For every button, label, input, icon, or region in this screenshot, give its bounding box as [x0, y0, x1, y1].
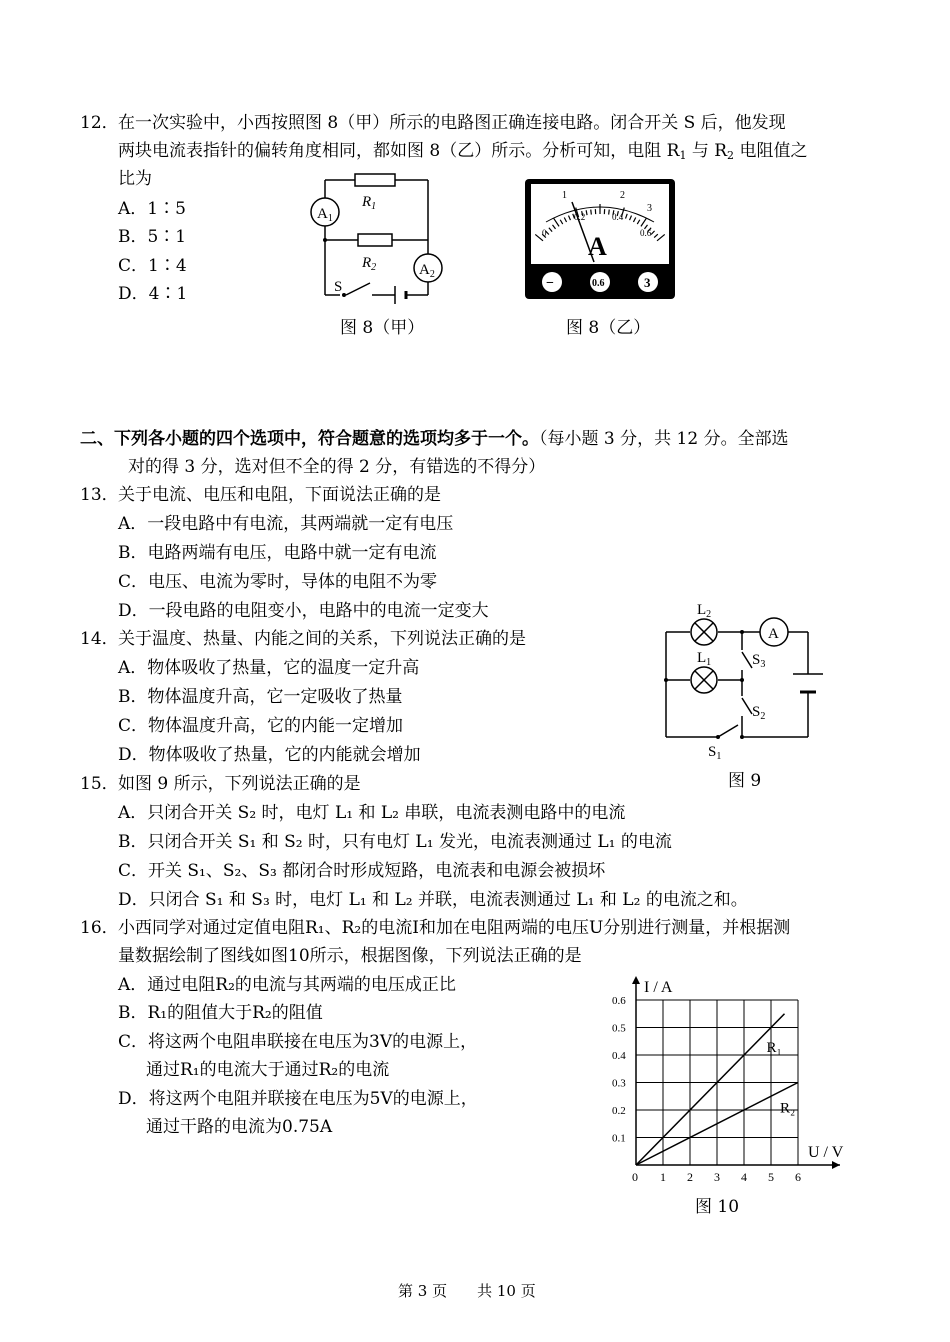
q12-option-c: C．1∶4 [118, 256, 187, 276]
y-tick-label: 0.3 [612, 1077, 626, 1090]
svg-text:L2: $L_2$ [697, 602, 712, 620]
svg-text:3: 3 [644, 275, 651, 290]
figure-9-circuit [660, 592, 840, 770]
figure-8-yi-ammeter [524, 178, 676, 300]
q16-option-c: C．将这两个电阻串联接在电压为3V的电源上， [118, 1032, 478, 1052]
page-footer: 第 3 页 共 10 页 [398, 1282, 536, 1300]
figure-8-jia-circuit [300, 165, 455, 310]
q15-option-d: D．只闭合 S₁ 和 S₃ 时，电灯 L₁ 和 L₂ 并联，电流表测通过 L₁ 和 L₂ 的电流之和。 [118, 890, 748, 910]
svg-text:0.4: 0.4 [612, 212, 624, 222]
q14-option-c: C．物体温度升高，它的内能一定增加 [118, 716, 404, 736]
lamp-l1 [691, 667, 717, 693]
svg-text:1: 1 [562, 190, 567, 201]
x-axis-arrow [832, 1161, 840, 1169]
q14-option-b: B．物体温度升高，它一定吸收了热量 [118, 687, 403, 707]
svg-text:L1: $L_1$ [697, 650, 712, 668]
svg-text:A: A [768, 626, 779, 642]
y-tick-label: 0.6 [612, 995, 626, 1007]
figure-8-jia-caption: 图 8（甲） [340, 318, 425, 338]
q13-option-d: D．一段电路的电阻变小，电路中的电流一定变大 [118, 601, 489, 621]
figure-8-yi-caption: 图 8（乙） [566, 318, 651, 338]
lamp-l2 [691, 619, 717, 645]
resistor-r1 [355, 174, 395, 186]
q12-stem-line1: 在一次实验中，小西按照图 8（甲）所示的电路图正确连接电路。闭合开关 S 后，他发现 [118, 113, 786, 133]
svg-text:A2: $A_2$ [419, 262, 435, 280]
x-tick-label: 2 [687, 1170, 693, 1184]
q13-number: 13． [80, 485, 119, 505]
svg-text:−: − [546, 276, 554, 291]
figure-10-caption: 图 10 [695, 1197, 740, 1217]
x-axis-label: U / V [808, 1144, 844, 1161]
q16-option-d-cont: 通过干路的电流为0.75A [146, 1117, 333, 1137]
q16-option-d: D．将这两个电阻并联接在电压为5V的电源上， [118, 1089, 478, 1109]
svg-text:0: 0 [542, 228, 547, 238]
x-tick-label: 3 [714, 1170, 720, 1184]
figure-9-caption: 图 9 [728, 771, 762, 791]
q16-option-a: A．通过电阻R₂的电流与其两端的电压成正比 [118, 975, 456, 995]
meter-tick [591, 210, 592, 215]
q14-option-d: D．物体吸收了热量，它的内能就会增加 [118, 745, 421, 765]
svg-text:3: 3 [647, 203, 652, 214]
x-tick-label: 6 [795, 1170, 801, 1184]
svg-text:S: S [334, 279, 343, 295]
q13-stem: 关于电流、电压和电阻，下面说法正确的是 [118, 485, 441, 505]
q16-option-c-cont: 通过R₁的电流大于通过R₂的电流 [146, 1060, 390, 1080]
section-2-note: 对的得 3 分，选对但不全的得 2 分，有错选的不得分） [128, 457, 546, 477]
figure-10-chart [600, 975, 860, 1190]
svg-text:0.6: 0.6 [592, 278, 605, 289]
q15-option-b: B．只闭合开关 S₁ 和 S₂ 时，只有电灯 L₁ 发光，电流表测通过 L₁ 的电流 [118, 832, 672, 852]
svg-text:2: 2 [620, 190, 625, 201]
origin-label: 0 [632, 1170, 638, 1184]
q14-number: 14． [80, 629, 119, 649]
svg-text:0.6: 0.6 [640, 228, 652, 238]
svg-text:S2: $S_2$ [752, 704, 766, 722]
q12-option-a: A．1∶5 [118, 199, 186, 219]
x-tick-label: 4 [741, 1170, 747, 1184]
series-label-2: R₂ [780, 1100, 796, 1117]
q12-stem-line3: 比为 [118, 169, 152, 189]
svg-text:S1: $S_1$ [708, 744, 722, 762]
y-axis-arrow [632, 976, 640, 984]
q16-option-b: B．R₁的阻值大于R₂的阻值 [118, 1003, 323, 1023]
q12-option-d: D．4∶1 [118, 284, 188, 304]
q15-option-a: A．只闭合开关 S₂ 时，电灯 L₁ 和 L₂ 串联，电流表测电路中的电流 [118, 803, 626, 823]
q15-number: 15． [80, 774, 119, 794]
resistor-r2 [358, 234, 392, 246]
y-tick-label: 0.2 [612, 1105, 626, 1117]
q15-option-c: C．开关 S₁、S₂、S₃ 都闭合时形成短路，电流表和电源会被损坏 [118, 861, 606, 881]
y-tick-label: 0.4 [612, 1050, 626, 1062]
q12-stem-line2: 两块电流表指针的偏转角度相同，都如图 8（乙）所示。分析可知，电阻 $R_1$ 与 $R_2$ 电阻值之 [118, 141, 808, 162]
q12-number: 12． [80, 113, 119, 133]
q16-stem-line2: 量数据绘制了图线如图10所示，根据图像，下列说法正确的是 [118, 946, 582, 966]
q12-option-b: B．5∶1 [118, 227, 187, 247]
q13-option-a: A．一段电路中有电流，其两端就一定有电压 [118, 514, 454, 534]
svg-text:R1: $R_1$ [362, 194, 377, 212]
section-2-heading: 二、下列各小题的四个选项中，符合题意的选项均多于一个。（每小题 3 分，共 12 分。全部选 [80, 429, 789, 449]
y-axis-label: I / A [644, 979, 673, 996]
q13-option-b: B．电路两端有电压，电路中就一定有电流 [118, 543, 437, 563]
q16-stem-line1: 小西同学对通过定值电阻R₁、R₂的电流I和加在电阻两端的电压U分别进行测量，并根据测 [118, 918, 791, 938]
series-label-1: R₁ [766, 1039, 782, 1056]
svg-text:0.2: 0.2 [574, 212, 586, 222]
series-line-1 [636, 1014, 785, 1165]
q14-stem: 关于温度、热量、内能之间的关系，下列说法正确的是 [118, 629, 526, 649]
svg-text:S3: $S_3$ [752, 652, 766, 670]
x-tick-label: 1 [660, 1170, 666, 1184]
q13-option-c: C．电压、电流为零时，导体的电阻不为零 [118, 572, 438, 592]
meter-tick [609, 210, 610, 215]
q16-number: 16． [80, 918, 119, 938]
y-tick-label: 0.5 [612, 1022, 626, 1035]
svg-text:A: A [588, 232, 607, 261]
q14-option-a: A．物体吸收了热量，它的温度一定升高 [118, 658, 420, 678]
q15-stem: 如图 9 所示，下列说法正确的是 [118, 774, 361, 794]
x-tick-label: 5 [768, 1170, 774, 1184]
svg-text:R2: $R_2$ [362, 255, 377, 273]
y-tick-label: 0.1 [612, 1132, 626, 1145]
svg-text:A1: $A_1$ [317, 206, 333, 224]
